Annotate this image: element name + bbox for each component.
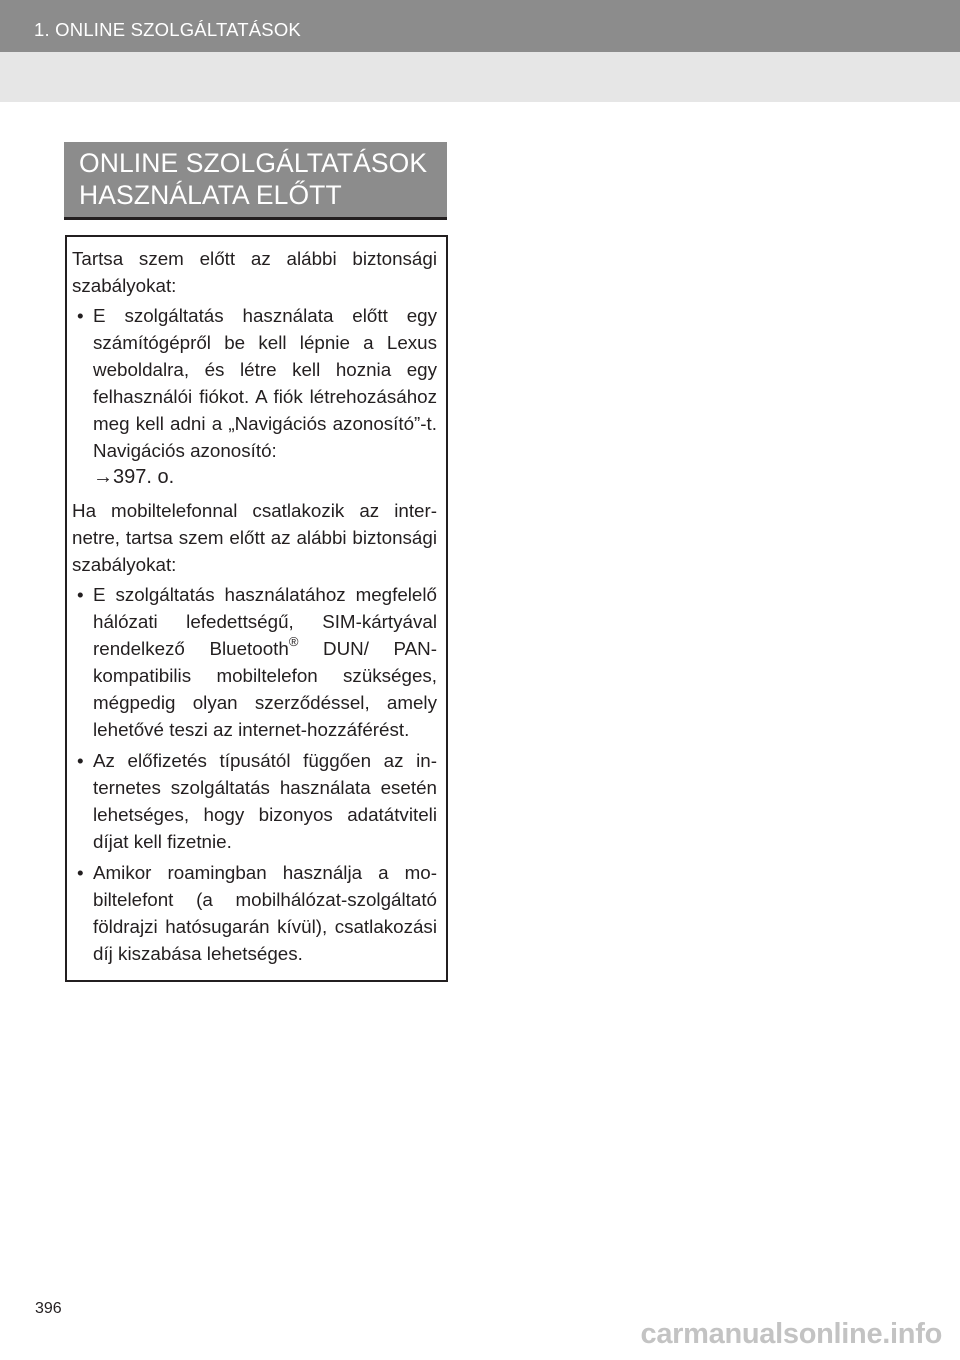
intro-paragraph: Tartsa szem előtt az alábbi biztonsági szabályokat:	[72, 248, 437, 296]
bullet-icon: •	[77, 750, 84, 771]
bullet-list-2	[72, 581, 437, 967]
list-item	[72, 581, 437, 743]
bullet-icon: •	[77, 305, 84, 326]
list-item-text-part-1: E szolgáltatás használatához megfelelő hálózati lefedettségű, SIM-kártyával rendelkező Bluetooth	[93, 584, 437, 659]
registered-mark: ®	[288, 633, 299, 649]
bullet-icon: •	[77, 584, 84, 605]
bullet-list-1	[72, 302, 437, 491]
list-item-text: Amikor roamingban használja a mobiltelefont (a mobilhálózat-szolgáltató földrajzi hatósugarán kívül), csatlakozási díj kiszabása lehetséges.	[93, 862, 437, 964]
safety-info-box	[65, 235, 448, 982]
watermark: carmanualsonline.info	[640, 1318, 942, 1350]
mobile-intro-paragraph: Ha mobiltelefonnal csatlakozik az internetre, tartsa szem előtt az alábbi biztonsági szabályokat:	[72, 500, 437, 575]
chapter-title: 1. ONLINE SZOLGÁLTATÁSOK	[34, 19, 301, 40]
bullet-icon: •	[77, 862, 84, 883]
section-heading	[64, 142, 447, 220]
list-item	[72, 747, 437, 855]
page-reference: →397. o.	[93, 466, 175, 488]
list-item-text: E szolgáltatás használata előtt egy számítógépről be kell lépnie a Lexus weboldalra, és létre kell hoznia egy felhasználói fiókot. A fiók létrehozásához meg kell adni a „Navigációs azonosító”-t. Navigációs azonosító:	[93, 305, 437, 461]
header-band	[0, 52, 960, 102]
list-item	[72, 302, 437, 491]
list-item-text-part-2: DUN/ PAN-kompatibilis mobiltelefon szükséges, mégpedig olyan szerződéssel, amely lehetővé teszi az internet-hozzáférést.	[93, 638, 437, 740]
list-item	[72, 859, 437, 967]
chapter-header-bar	[0, 0, 960, 52]
section-title-line-2: HASZNÁLATA ELŐTT	[79, 180, 342, 210]
page-number: 396	[35, 1300, 62, 1317]
list-item-text: Az előfizetés típusától függően az internetes szolgáltatás használata esetén lehetséges, hogy bizonyos adatátviteli díjat kell fizetnie.	[93, 750, 437, 852]
section-title-line-1: ONLINE SZOLGÁLTATÁSOK	[79, 148, 428, 178]
